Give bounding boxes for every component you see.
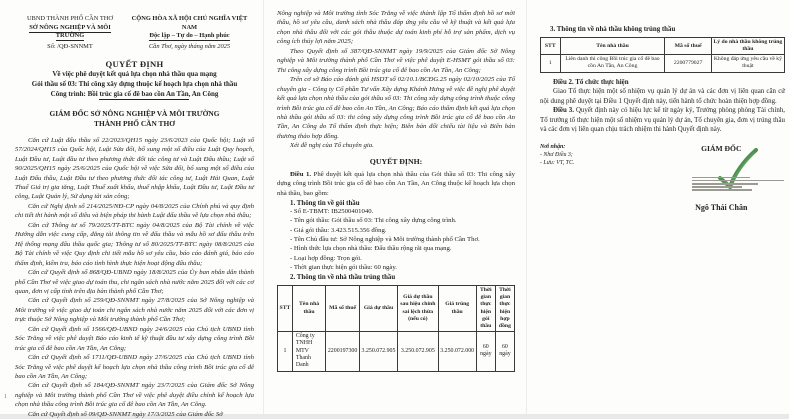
recipient-line: - Như Điều 3; <box>540 152 573 159</box>
motto-line2: Độc lập – Tự do – Hạnh phúc <box>149 32 230 40</box>
col-header: Mã số thuế <box>326 286 360 332</box>
package-info-line: - Thời gian thực hiện gói thầu: 60 ngày. <box>290 263 397 271</box>
recital-paragraph: Xét đề nghị của Tổ chuyên gia. <box>290 142 374 150</box>
section-1-title: 1. Thông tin về gói thầu <box>290 200 360 208</box>
col-header: Mã số thuế <box>665 38 711 55</box>
doc-subtitle-2: Gói thầu số 03: Thi công xây dựng thuộc kế hoạch lựa chọn nhà thầu <box>31 79 238 88</box>
package-info-line: - Hình thức lựa chọn nhà thầu: Đấu thầu rộng rãi qua mạng. <box>290 245 452 253</box>
col-header: Giá dự thầu <box>359 286 397 332</box>
document-number: Số: /QĐ-SNNMT <box>47 42 93 50</box>
digital-signature-text <box>692 175 784 193</box>
recital-paragraph: Căn cứ Quyết định số 1711/QĐ-UBND ngày 27/6/2025 của Chủ tịch UBND tỉnh Sóc Trăng về việc phê duyệt kế hoạch lựa chọn nhà thầu công trình Bồi trúc gia cố đê bao cồn An Tần, An Công; <box>15 354 254 381</box>
authority-block <box>15 109 254 130</box>
issuer-parent: UBND THÀNH PHỐ CẦN THƠ <box>26 15 113 22</box>
col-header: Thời gian thực hiện hợp đồng <box>495 286 514 332</box>
issuing-agency-block <box>15 15 125 52</box>
col-header: Tên nhà thầu <box>292 286 325 332</box>
section-3-title: 3. Thông tin về nhà thầu không trúng thầu <box>550 26 676 33</box>
recital-paragraph: Căn cứ Quyết định số 184/QĐ-SNNMT ngày 23/7/2025 của Giám đốc Sở Nông nghiệp và Môi trường thành phố Cần Thơ về việc phê duyệt điều chỉnh kế hoạch lựa chọn nhà thầu công trình Bồi trúc gia cố đê bao cồn An Tần, An Công. <box>15 382 254 409</box>
page-number-mark: 1 <box>4 394 7 400</box>
article-1: Điều 1. Phê duyệt kết quả lựa chọn nhà thầu của Gói thầu số 03: Thi công xây dựng công trình Bồi trúc gia cố đê bao cồn An Tần, An Công thuộc kế hoạch lựa chọn nhà thầu, bao gồm: <box>277 170 515 197</box>
page-3 <box>526 0 789 414</box>
page1-recitals <box>15 136 254 419</box>
recital-paragraph: Căn cứ Quyết định số 1566/QĐ-UBND ngày 24/6/2025 của Chủ tịch UBND tỉnh Sóc Trăng về việc phê duyệt Báo cáo kinh tế kỹ thuật đầu tư xây dựng công trình Bồi trúc gia cố đê bao cồn An Tần, An Công; <box>15 325 254 352</box>
recital-paragraph: Căn cứ Luật đấu thầu số 22/2023/QH15 ngày 23/6/2023 của Quốc hội; Luật số 57/2024/QH15 của Quốc hội, Luật Sửa đổi, bổ sung một số điều của Luật Quy hoạch, Luật Đầu tư, Luật đầu tư theo phương thức đối tác công tư và Luật Đấu thầu; Luật số 90/2025/QH15 ngày 25/6/2025 của Quốc hội về việc Sửa đổi, bổ sung một số điều của Luật Đấu thầu, Luật Đầu tư theo phương thức đối tác công tư, Luật Hải Quan, Luật Thuế Giá trị gia tăng, Luật Thuế xuất khẩu, thuế nhập khẩu, Luật Đầu tư, Luật Đầu tư công, Luật Quản lý, Sử dụng tài sản công; <box>15 136 254 201</box>
cell-contractor-name: Công ty TNHH MTV Thanh Danh <box>292 331 325 371</box>
cell-tax-code: 2200779027 <box>665 55 711 72</box>
non-winning-bidder-table <box>540 37 785 73</box>
package-info-line: - Loại hợp đồng: Trọn gói. <box>290 254 362 262</box>
recital-continuation: Nông nghiệp và Môi trường tỉnh Sóc Trăng về việc thành lập Tổ thẩm định hồ sơ mời thầu, hồ sơ yêu cầu, danh sách nhà thầu đáp ứng yêu cầu về kỹ thuật và kết quả lựa chọn nhà thầu đối với các gói thầu thuộc dự toán kinh phí hỗ trợ sản phẩm, dịch vụ công ích thủy lợi năm 2025; <box>277 10 515 46</box>
recital-paragraph: Trên cơ sở Báo cáo đánh giá HSDT số 02/10.1/BCĐG.25 ngày 02/10/2025 của Tổ chuyên gia - Công ty Cổ phần Tư vấn Xây dựng Khánh Hưng về việc đề nghị phê duyệt kết quả lựa chọn nhà thầu của gói thầu số 03: Thi công xây dựng công trình thuộc công trình Bồi trúc gia cố đê bao cồn An Tần, An Công; Báo cáo thẩm định kết quả lựa chọn nhà thầu gói thầu số 03: thi công xây dựng công trình Bồi trúc gia cố đê bao cồn An Tần, An Công do Tổ thẩm định thực hiện; Biên bản đối chiếu tài liệu và Biên bản thương thảo hợp đồng. <box>277 76 515 140</box>
doc-subtitle-3: Công trình: Bồi trúc gia cố đê bao cồn An Tần, An Công <box>50 89 219 98</box>
recital-paragraph: Căn cứ Quyết định số 868/QĐ-UBND ngày 18/8/2025 của Ủy ban nhân dân thành phố Cần Thơ về việc giao dự toán thu, chi ngân sách nhà nước năm 2025 đối với các cơ quan, đơn vị cấp tỉnh trên địa bàn thành phố Cần Thơ; <box>15 269 254 295</box>
recital-paragraph: Căn cứ Thông tư số 79/2025/TT-BTC ngày 04/8/2025 của Bộ Tài chính về việc Hướng dẫn việc cung cấp, đăng tải thông tin về đấu thầu và mẫu hồ sơ đấu thầu trên Hệ thống mạng đấu thầu quốc gia; Thông tư số 80/2025/TT-BTC ngày 08/8/2025 của Bộ Tài chính về việc Quy định chi tiết mẫu hồ sơ yêu cầu, báo cáo đánh giá, báo cáo thẩm định, kiểm tra, báo cáo tình hình thực hiện hoạt động đấu thầu; <box>15 221 254 267</box>
cell-contractor-name: Liên danh thi công Bồi trúc gia cố đê bao cồn An Tần, An Công <box>560 55 665 72</box>
recital-paragraph: Căn cứ Quyết định số 09/QĐ-SNNMT ngày 17/3/2025 của Giám đốc Sở <box>28 410 223 418</box>
cell-bid-price: 3.250.072.905 <box>359 331 397 371</box>
signer-block <box>658 144 785 212</box>
recipients-block <box>540 144 658 212</box>
package-info-line: - Giá gói thầu: 3.423.515.356 đồng. <box>290 226 387 234</box>
cell-stt: 1 <box>541 55 561 72</box>
cell-package-duration: 60 ngày <box>476 331 495 371</box>
article-3: Điều 3. Quyết định này có hiệu lực kể từ ngày ký, Trưởng phòng phòng Tài chính, Tổ trưởng tổ thực hiện một số nhiệm vụ quản lý dự án, Tổ chuyên gia, đơn vị trúng thầu và các đơn vị liên quan chịu trách nhiệm thi hành Quyết định này. <box>540 107 785 134</box>
authority-line1: GIÁM ĐỐC SỞ NÔNG NGHIỆP VÀ MÔI TRƯỜNG <box>49 108 220 118</box>
place-date-line: Cần Thơ, ngày tháng năm 2025 <box>148 42 231 50</box>
signature-footer <box>540 144 785 212</box>
recital-paragraph: Theo Quyết định số 387/QĐ-SNNMT ngày 19/9/2025 của Giám đốc Sở Nông nghiệp và Môi trường thành phố Cần Thơ về việc phê duyệt E-HSMT gói thầu số 03: Thi công xây dựng công trình Bồi trúc gia cố đê bao cồn An Tần, An Công; <box>277 47 515 74</box>
authority-line2: THÀNH PHỐ CẦN THƠ <box>94 119 175 129</box>
col-header: Lý do nhà thầu không trúng thầu <box>711 38 784 55</box>
package-info-line: - Số E-TBMT: IB2500401040. <box>290 208 374 216</box>
article-2: Điều 2. Tổ chức thực hiện <box>553 78 629 86</box>
recipients-label: Nơi nhận: <box>540 144 566 151</box>
col-header: STT <box>278 286 293 332</box>
col-header: Tên nhà thầu <box>560 38 665 55</box>
section-2-title: 2. Thông tin về nhà thầu trúng thầu <box>290 274 396 282</box>
package-info-line: - Tên gói thầu: Gói thầu số 03: Thi công xây dựng công trình. <box>290 217 457 225</box>
table-header-row <box>278 286 515 332</box>
cell-tax-code: 2200197300 <box>326 331 360 371</box>
winning-bidder-table <box>277 285 515 372</box>
col-header: STT <box>541 38 561 55</box>
table-header-row <box>541 38 785 55</box>
cell-corrected-price: 3.250.072.905 <box>398 331 439 371</box>
cell-winning-price: 3.250.072.000 <box>438 331 476 371</box>
recital-paragraph: Căn cứ Quyết định số 259/QĐ-SNNMT ngày 27/8/2025 của Sở Nông nghiệp và Môi trường về việc giao dự toán chi ngân sách nhà nước năm 2025 đối với các đơn vị trực thuộc Sở Nông nghiệp và Môi trường thành phố Cần Thơ; <box>15 297 254 324</box>
cell-contract-duration: 60 ngày <box>495 331 514 371</box>
decision-heading: QUYẾT ĐỊNH: <box>369 156 423 166</box>
national-motto-block <box>125 15 254 52</box>
digital-signature-stamp <box>658 153 785 205</box>
signer-name: Ngô Thái Chân <box>695 203 748 213</box>
signer-title: GIÁM ĐỐC <box>701 144 742 154</box>
recital-paragraph: Căn cứ Nghị định số 214/2025/NĐ-CP ngày 04/8/2025 của Chính phủ và quy định chi tiết thi hành một số điều và biện pháp thi hành Luật đấu thầu về lựa chọn nhà thầu; <box>15 202 254 220</box>
page-2 <box>263 0 526 414</box>
issuer-name: SỞ NÔNG NGHIỆP VÀ MÔI TRƯỜNG <box>29 23 111 40</box>
table-row <box>541 55 785 72</box>
col-header: Giá trúng thầu <box>438 286 476 332</box>
decision-title-block <box>15 59 254 99</box>
doc-title: QUYẾT ĐỊNH <box>105 58 164 69</box>
cell-stt: 1 <box>278 331 293 371</box>
package-info-line: - Tên Chủ đầu tư: Sở Nông nghiệp và Môi trường thành phố Cần Thơ. <box>290 236 480 244</box>
page-1 <box>0 0 263 418</box>
motto-line1: CỘNG HÒA XÃ HỘI CHỦ NGHĨA VIỆT NAM <box>131 15 248 31</box>
cell-rejection-reason: Không đáp ứng yêu cầu về kỹ thuật <box>711 55 784 72</box>
doc-subtitle-1: Về việc phê duyệt kết quả lựa chọn nhà thầu qua mạng <box>52 69 217 78</box>
recipient-line: - Lưu: VT, TC. <box>540 160 575 166</box>
page1-header <box>15 15 254 52</box>
col-header: Giá dự thầu sau hiệu chỉnh sai lệch thừa (nếu có) <box>398 286 439 332</box>
table-row <box>278 331 515 371</box>
col-header: Thời gian thực hiện gói thầu <box>476 286 495 332</box>
article-2-body: Giao Tổ thực hiện một số nhiệm vụ quản lý dự án và các đơn vị liên quan căn cứ nội dung phê duyệt tại Điều 1 Quyết định này, tiến hành tổ chức hoàn thiện hợp đồng. <box>540 88 785 105</box>
